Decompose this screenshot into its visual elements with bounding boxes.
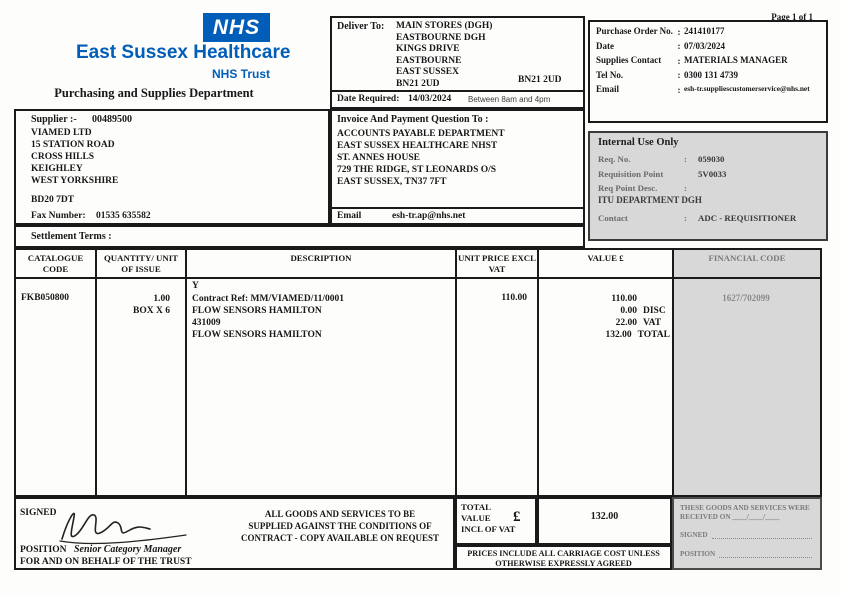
fax-number-label: Fax Number: bbox=[31, 211, 86, 221]
item-flag: Y bbox=[192, 281, 199, 291]
signature bbox=[54, 501, 194, 549]
order-info-row bbox=[596, 70, 820, 81]
conditions-line: SUPPLIED AGAINST THE CONDITIONS OF bbox=[248, 521, 432, 531]
item-catalogue-code: FKB050800 bbox=[21, 293, 70, 303]
column-divider bbox=[95, 250, 97, 495]
received-position-row bbox=[680, 550, 812, 558]
received-signed-label: SIGNED bbox=[680, 531, 708, 539]
order-email-value: esh-tr.suppliescustomerservice@nhs.net bbox=[684, 84, 810, 93]
contact-label: Contact bbox=[598, 213, 628, 223]
internal-use-box bbox=[588, 131, 828, 241]
item-quantity: 1.00 bbox=[153, 294, 170, 304]
item-value-breakdown bbox=[537, 293, 670, 341]
contact-row bbox=[598, 213, 820, 223]
delivery-window: Between 8am and 4pm bbox=[468, 95, 551, 104]
deliver-postcode-right: BN21 2UD bbox=[518, 75, 562, 85]
value-amount: 0.00 bbox=[620, 306, 637, 316]
conditions-line: ALL GOODS AND SERVICES TO BE bbox=[264, 509, 416, 519]
signature-line bbox=[712, 532, 812, 539]
invoice-address-line: 729 THE RIDGE, ST LEONARDS O/S bbox=[337, 165, 497, 175]
value-row-net bbox=[537, 293, 670, 305]
req-no-value: 059030 bbox=[698, 154, 725, 164]
supplier-postcode: BD20 7DT bbox=[31, 195, 75, 205]
req-point-desc-empty bbox=[698, 183, 820, 193]
signature-box bbox=[14, 497, 455, 570]
order-date-label: Date bbox=[596, 40, 614, 51]
req-point-desc-row bbox=[598, 183, 820, 193]
supplier-address bbox=[31, 127, 118, 187]
order-email-label: Email bbox=[596, 84, 620, 94]
order-info-row bbox=[596, 26, 820, 37]
contact-value: ADC - REQUISITIONER bbox=[698, 213, 797, 223]
position-label: POSITION bbox=[20, 545, 67, 555]
item-description-line: FLOW SENSORS HAMILTON bbox=[192, 306, 322, 316]
total-label-line: INCL OF VAT bbox=[461, 524, 516, 534]
items-table bbox=[14, 248, 822, 497]
value-amount: 22.00 bbox=[615, 318, 637, 328]
value-row-total bbox=[537, 329, 670, 341]
goods-received-box bbox=[672, 497, 822, 570]
requisition-point-value: 5V0033 bbox=[698, 168, 727, 179]
value-amount: 110.00 bbox=[611, 294, 637, 304]
date-required-value: 14/03/2024 bbox=[408, 94, 452, 104]
received-signed-row bbox=[680, 531, 812, 539]
item-financial-code: 1627/702099 bbox=[722, 293, 770, 303]
position-line bbox=[719, 551, 812, 558]
on-behalf-text: FOR AND ON BEHALF OF THE TRUST bbox=[20, 557, 192, 567]
column-header-description: DESCRIPTION bbox=[290, 253, 352, 263]
trust-name: East Sussex Healthcare bbox=[76, 42, 291, 63]
invoice-to-box bbox=[330, 109, 585, 225]
invoice-email-label: Email bbox=[337, 211, 362, 221]
deliver-address-line: BN21 2UD bbox=[396, 78, 440, 89]
column-header-unit-price: UNIT PRICE EXCL VAT bbox=[457, 253, 537, 274]
order-info-row bbox=[596, 84, 820, 95]
deliver-address-line: KINGS DRIVE bbox=[396, 44, 460, 55]
req-point-desc-label: Req Point Desc. bbox=[598, 183, 658, 193]
carriage-notice-box bbox=[455, 545, 672, 570]
value-label: VAT bbox=[643, 318, 662, 328]
internal-use-title: Internal Use Only bbox=[598, 137, 679, 148]
colon: : bbox=[684, 154, 687, 164]
received-text-line: RECEIVED ON ____/____/____ bbox=[680, 513, 780, 521]
fax-number-value: 01535 635582 bbox=[96, 211, 151, 221]
requisition-point-row bbox=[598, 169, 820, 179]
signed-label: SIGNED bbox=[20, 508, 57, 518]
header-divider bbox=[16, 277, 820, 279]
order-info-row bbox=[596, 41, 820, 52]
invoice-to-title: Invoice And Payment Question To : bbox=[337, 114, 489, 125]
total-value-box bbox=[537, 497, 672, 545]
invoice-address-line: EAST SUSSEX HEALTHCARE NHST bbox=[337, 141, 498, 151]
item-description-line: FLOW SENSORS HAMILTON bbox=[192, 330, 322, 340]
value-label: DISC bbox=[643, 306, 666, 316]
colon bbox=[684, 169, 698, 179]
colon: : bbox=[677, 84, 681, 95]
colon: : bbox=[677, 26, 681, 37]
column-header-financial-code: FINANCIAL CODE bbox=[708, 253, 786, 263]
colon: : bbox=[677, 55, 681, 66]
carriage-line: PRICES INCLUDE ALL CARRIAGE COST UNLESS bbox=[467, 549, 660, 558]
column-divider bbox=[185, 250, 187, 495]
trust-subtitle: NHS Trust bbox=[211, 67, 270, 81]
settlement-terms-label: Settlement Terms : bbox=[31, 231, 112, 242]
financial-code-column-background bbox=[672, 250, 820, 495]
req-no-label: Req. No. bbox=[598, 154, 631, 164]
supplier-address-line: VIAMED LTD bbox=[31, 128, 92, 138]
received-text-line: THESE GOODS AND SERVICES WERE bbox=[680, 504, 810, 512]
tel-no-value: 0300 131 4739 bbox=[684, 69, 738, 80]
column-divider bbox=[672, 250, 674, 495]
item-description-line: Contract Ref: MM/VIAMED/11/0001 bbox=[192, 294, 344, 304]
invoice-email-value: esh-tr.ap@nhs.net bbox=[392, 211, 466, 221]
item-unit-of-issue: BOX X 6 bbox=[133, 306, 170, 316]
deliver-address-line: MAIN STORES (DGH) bbox=[396, 21, 493, 31]
deliver-to-address bbox=[396, 21, 492, 91]
item-description bbox=[192, 293, 344, 341]
department-title: Purchasing and Supplies Department bbox=[54, 86, 254, 100]
colon: : bbox=[684, 183, 687, 193]
column-header-catalogue: CATALOGUE CODE bbox=[27, 253, 84, 274]
order-info-box bbox=[588, 20, 828, 123]
supplier-address-line: KEIGHLEY bbox=[31, 164, 83, 174]
invoice-address-line: ACCOUNTS PAYABLE DEPARTMENT bbox=[337, 129, 505, 139]
invoice-to-address bbox=[337, 128, 505, 188]
value-label: TOTAL bbox=[637, 330, 670, 340]
total-value: 132.00 bbox=[590, 511, 619, 522]
total-label-box bbox=[455, 497, 537, 545]
nhs-logo bbox=[203, 13, 270, 42]
deliver-to-box bbox=[330, 16, 585, 109]
deliver-address-line: EAST SUSSEX bbox=[396, 67, 459, 78]
supplies-contact-value: MATERIALS MANAGER bbox=[684, 55, 788, 65]
conditions-line: CONTRACT - COPY AVAILABLE ON REQUEST bbox=[241, 533, 439, 543]
colon: : bbox=[677, 70, 681, 80]
tel-no-label: Tel No. bbox=[596, 69, 624, 80]
supplies-contact-label: Supplies Contact bbox=[596, 55, 662, 65]
requisition-point-label: Requisition Point bbox=[598, 168, 664, 179]
purchase-order-no-value: 241410177 bbox=[684, 26, 725, 36]
column-header-value: VALUE £ bbox=[587, 253, 624, 263]
currency-symbol: £ bbox=[513, 509, 521, 525]
supplier-box bbox=[14, 109, 330, 225]
internal-use-rows bbox=[598, 154, 820, 198]
nhs-logo-text: NHS bbox=[212, 15, 261, 39]
item-quantity-block bbox=[95, 293, 170, 317]
item-unit-price: 110.00 bbox=[501, 293, 527, 303]
req-point-desc-value: ITU DEPARTMENT DGH bbox=[598, 195, 702, 205]
column-divider bbox=[455, 250, 457, 495]
supplier-address-line: WEST YORKSHIRE bbox=[31, 176, 119, 186]
conditions-text bbox=[221, 508, 459, 544]
column-divider bbox=[537, 250, 539, 495]
deliver-to-label: Deliver To: bbox=[337, 21, 385, 32]
total-label-line: TOTAL bbox=[461, 502, 491, 512]
carriage-line: OTHERWISE EXPRESSLY AGREED bbox=[495, 559, 632, 569]
invoice-address-line: EAST SUSSEX, TN37 7FT bbox=[337, 177, 447, 187]
req-no-row bbox=[598, 154, 820, 164]
column-header-quantity: QUANTITY/ UNIT OF ISSUE bbox=[103, 253, 179, 274]
total-label-line: VALUE bbox=[461, 513, 491, 523]
total-label bbox=[461, 502, 515, 535]
supplier-code: 00489500 bbox=[92, 114, 132, 125]
order-info-row bbox=[596, 55, 820, 66]
position-value: Senior Category Manager bbox=[74, 544, 182, 555]
purchase-order-no-label: Purchase Order No. bbox=[596, 26, 673, 36]
value-row-vat bbox=[537, 317, 670, 329]
settlement-terms-box bbox=[14, 225, 585, 248]
date-required-label: Date Required: bbox=[337, 94, 400, 104]
invoice-email-row bbox=[332, 207, 583, 223]
supplier-address-line: 15 STATION ROAD bbox=[31, 140, 115, 150]
colon: : bbox=[684, 213, 687, 223]
supplier-label: Supplier :- bbox=[31, 114, 77, 125]
colon: : bbox=[677, 41, 681, 51]
order-date-value: 07/03/2024 bbox=[684, 40, 726, 51]
deliver-address-line: EASTBOURNE DGH bbox=[396, 32, 486, 43]
received-position-label: POSITION bbox=[680, 550, 716, 558]
supplier-address-line: CROSS HILLS bbox=[31, 152, 95, 162]
item-description-line: 431009 bbox=[192, 318, 221, 328]
value-amount: 132.00 bbox=[605, 330, 632, 340]
page-number: Page 1 of 1 bbox=[771, 12, 813, 22]
invoice-address-line: ST. ANNES HOUSE bbox=[337, 153, 420, 163]
date-required-row bbox=[332, 90, 583, 107]
deliver-address-line: EASTBOURNE bbox=[396, 55, 462, 66]
value-row-discount bbox=[537, 305, 670, 317]
